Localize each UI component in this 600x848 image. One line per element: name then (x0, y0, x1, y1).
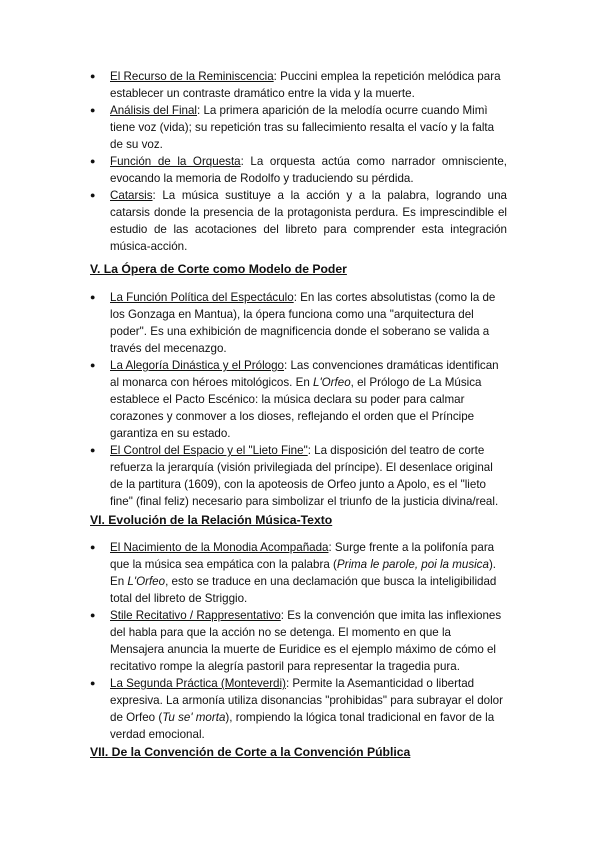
bullet-icon: ● (90, 190, 96, 200)
list-item-text: , esto se traduce en una declamación que busca la inteligibilidad total del libreto de Striggio. (110, 575, 497, 605)
section-heading: VI. Evolución de la Relación Música-Texto (90, 513, 333, 527)
list-item-term: Función de la Orquesta (110, 155, 241, 168)
list-item-term: El Nacimiento de la Monodia Acompañada (110, 541, 329, 554)
list-item (0, 68, 600, 102)
list-item-text: ), rompiendo la lógica tonal tradicional en favor de la verdad emocional. (110, 711, 495, 741)
bullet-icon: ● (90, 610, 96, 620)
list-item-text: : Surge frente a la polifonía para que la música sea empática con la palabra ( (110, 541, 495, 571)
section-5-list (0, 289, 600, 510)
section-heading: VII. De la Convención de Corte a la Convención Pública (90, 745, 411, 759)
list-item-term: El Control del Espacio y el "Lieto Fine" (110, 444, 308, 457)
section-heading: V. La Ópera de Corte como Modelo de Poder (90, 262, 347, 276)
list-item (0, 102, 600, 153)
list-item-text: ). En (110, 558, 497, 588)
bullet-icon: ● (90, 360, 96, 370)
bullet-icon: ● (90, 542, 96, 552)
list-item (0, 442, 600, 510)
list-item-text: : Puccini emplea la repetición melódica para establecer un contraste dramático entre la vida y la muerte. (110, 70, 501, 100)
list-item-text: : La primera aparición de la melodía ocurre cuando Mimì tiene voz (vida); su repetición tras su fallecimiento resalta el vacío y la falta de su voz. (110, 104, 495, 151)
list-item-text: : La música sustituye a la acción y a la palabra, logrando una catarsis donde la presencia de la protagonista perdura. Es imprescindible el estudio de las acotaciones del libreto para comprender esta integración música-acción. (110, 189, 507, 253)
list-item-text: : La orquesta actúa como narrador omnisciente, evocando la memoria de Rodolfo y traduciendo su pérdida. (110, 155, 507, 185)
list-item (0, 153, 600, 187)
section-4-list (0, 68, 600, 255)
list-item-text: : Permite la Asemanticidad o libertad expresiva. La armonía utiliza disonancias "prohibidas" para subrayar el dolor de Orfeo ( (110, 677, 503, 724)
list-item-italic: Prima le parole, poi la musica (336, 558, 489, 571)
list-item-italic: L'Orfeo (313, 376, 351, 389)
bullet-icon: ● (90, 156, 96, 166)
list-item (0, 187, 600, 255)
list-item-italic: Tu se' morta (162, 711, 226, 724)
list-item-term: Catarsis (110, 189, 153, 202)
list-item (0, 675, 600, 743)
bullet-icon: ● (90, 678, 96, 688)
list-item-term: Stile Recitativo / Rappresentativo (110, 609, 281, 622)
bullet-icon: ● (90, 71, 96, 81)
list-item-italic: L'Orfeo (127, 575, 166, 588)
bullet-icon: ● (90, 105, 96, 115)
list-item-term: Análisis del Final (110, 104, 197, 117)
bullet-icon: ● (90, 445, 96, 455)
list-item (0, 357, 600, 442)
section-6-list (0, 539, 600, 743)
list-item-term: La Segunda Práctica (Monteverdi) (110, 677, 286, 690)
list-item (0, 289, 600, 357)
list-item-text: : Las convenciones dramáticas identifican al monarca con héroes mitológicos. En (110, 359, 499, 389)
list-item (0, 607, 600, 675)
list-item-text: , el Prólogo de La Música establece el Pacto Escénico: la música declara su poder para calmar corazones y conmover a los dioses, reflejando el orden que el Príncipe garantiza en su estado. (110, 376, 482, 440)
list-item-term: El Recurso de la Reminiscencia (110, 70, 274, 83)
list-item (0, 539, 600, 607)
list-item-text: : En las cortes absolutistas (como la de los Gonzaga en Mantua), la ópera funciona como una "arquitectura del poder". Es una exhibición de magnificencia donde el soberano se valida a través del mecenazgo. (110, 291, 496, 355)
list-item-text: : Es la convención que imita las inflexiones del habla para que la acción no se detenga. El momento en que la Mensajera anuncia la muerte de Euridice es el ejemplo máximo de cómo el recitativo rompe la alegría pastoril para representar la tragedia pura. (110, 609, 502, 673)
list-item-term: La Función Política del Espectáculo (110, 291, 294, 304)
list-item-term: La Alegoría Dinástica y el Prólogo (110, 359, 285, 372)
list-item-text: : La disposición del teatro de corte refuerza la jerarquía (visión privilegiada del príncipe). El desenlace original de la partitura (1609), con la apoteosis de Orfeo junto a Apolo, es el "lieto fine" (final feliz) necesario para simbolizar el triunfo de la justicia divina/real. (110, 444, 499, 508)
bullet-icon: ● (90, 292, 96, 302)
